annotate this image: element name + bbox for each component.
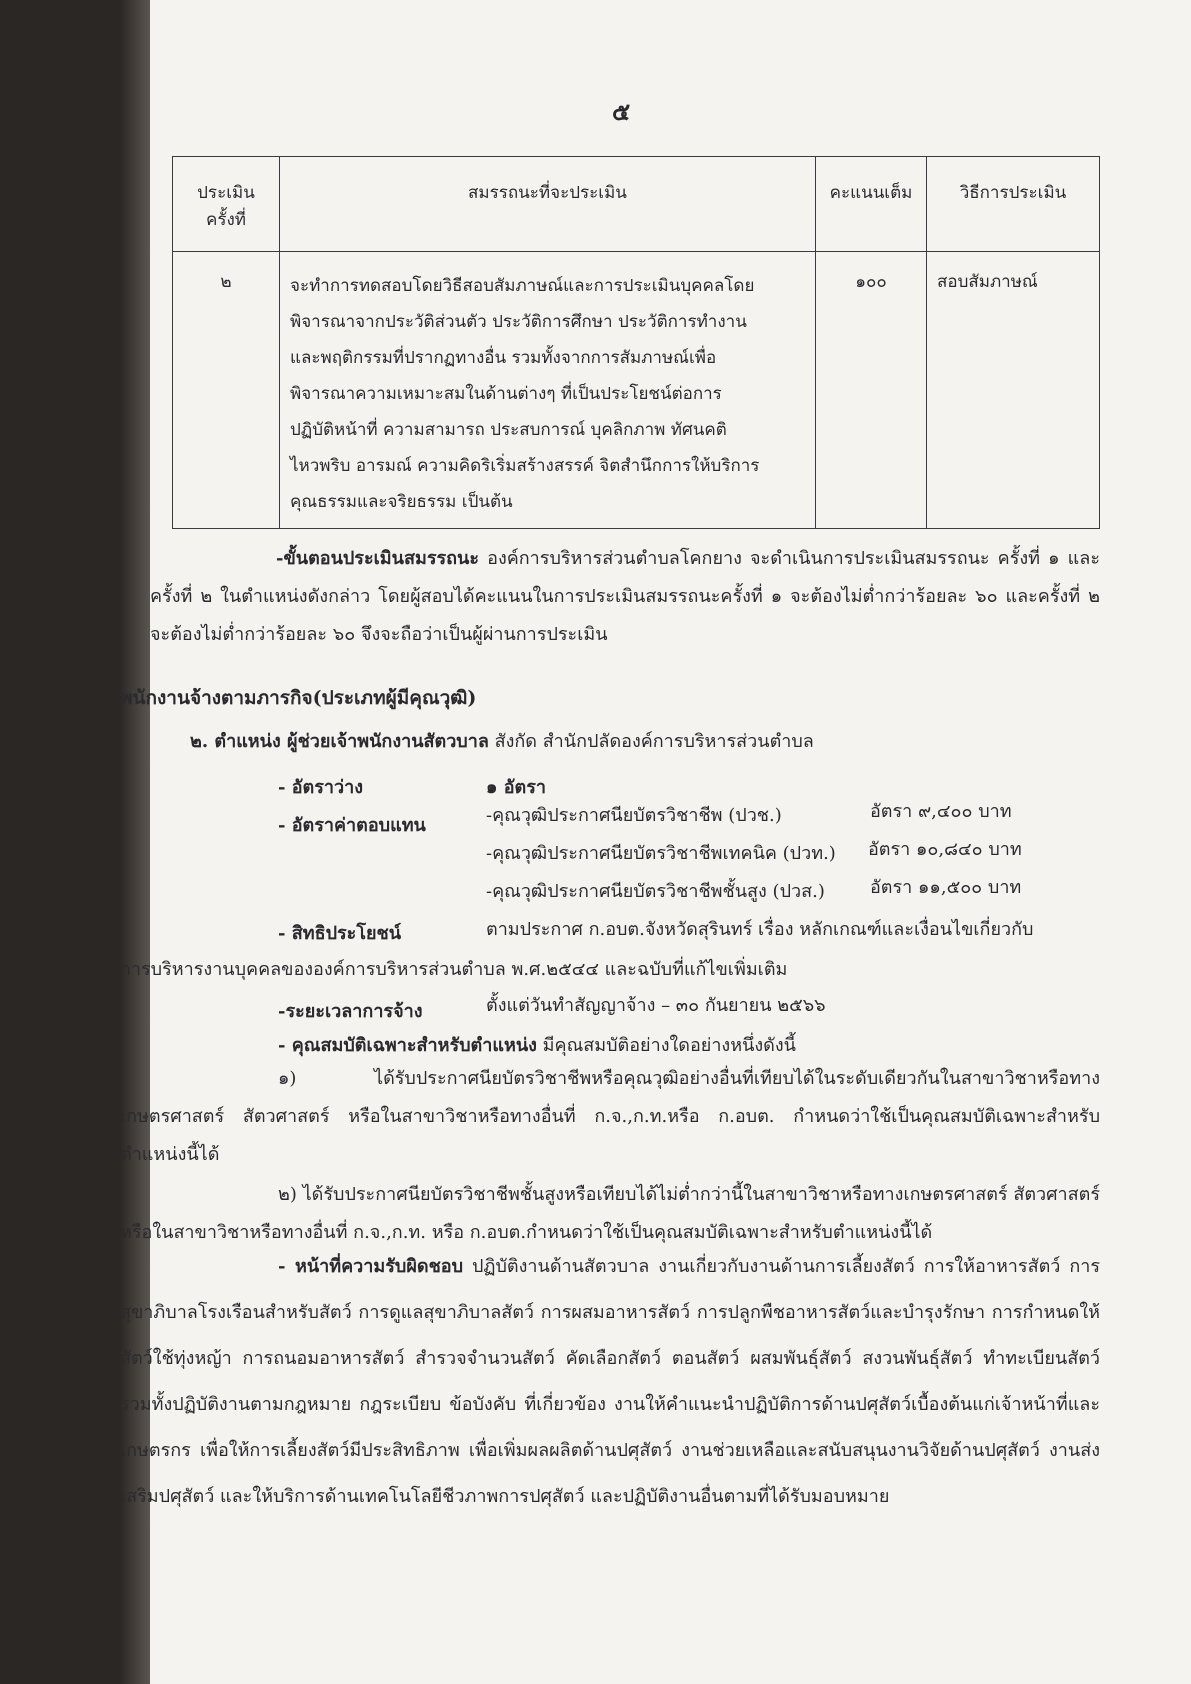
cell-competency	[280, 252, 816, 529]
benefit-label: - สิทธิประโยชน์	[278, 923, 402, 944]
competency-line: ปฏิบัติหน้าที่ ความสามารถ ประสบการณ์ บุคลิกภาพ ทัศนคติ	[290, 420, 727, 440]
cell-method: สอบสัมภาษณ์	[927, 252, 1100, 529]
term-value: ตั้งแต่วันทำสัญญาจ้าง – ๓๐ กันยายน ๒๕๖๖	[486, 995, 826, 1016]
header-score: คะแนนเต็ม	[816, 157, 927, 252]
competency-table	[172, 156, 1100, 529]
vacancy-value: ๑ อัตรา	[486, 777, 546, 798]
header-round: ประเมิน ครั้งที่	[173, 157, 280, 252]
header-competency: สมรรถนะที่จะประเมิน	[280, 157, 816, 252]
page-number: ๕	[612, 97, 631, 126]
pay-label: - อัตราค่าตอบแทน	[278, 815, 426, 836]
steps-text: องค์การบริหารส่วนตำบลโคกยาง จะดำเนินการประเมินสมรรถนะ ครั้งที่ ๑ และครั้งที่ ๒ ในตำแหน่งดังกล่าว โดยผู้สอบได้คะแนนในการประเมินสมรรถนะครั้งที่ ๑ จะต้องไม่ต่ำกว่าร้อยละ ๖๐ และครั้งที่ ๒ จะต้องไม่ต่ำกว่าร้อยละ ๖๐ จึงจะถือว่าเป็นผู้ผ่านการประเมิน	[150, 548, 1100, 645]
position-affiliation: สังกัด สำนักปลัดองค์การบริหารส่วนตำบล	[494, 731, 814, 752]
pay-qualification: -คุณวุฒิประกาศนียบัตรวิชาชีพ (ปวช.)	[486, 805, 782, 826]
qualification-1: ๑) ได้รับประกาศนียบัตรวิชาชีพหรือคุณวุฒิอย่างอื่นที่เทียบได้ในระดับเดียวกันในสาขาวิชาหรือทางเกษตรศาสตร์ สัตวศาสตร์ หรือในสาขาวิชาหรือทางอื่นที่ ก.จ.,ก.ท.หรือ ก.อบต. กำหนดว่าใช้เป็นคุณสมบัติเฉพาะสำหรับตำแหน่งนี้ได้	[120, 1068, 1100, 1165]
table-row	[173, 252, 1100, 529]
duty-paragraph	[120, 1244, 1100, 1520]
qualification-label: - คุณสมบัติเฉพาะสำหรับตำแหน่ง	[278, 1035, 537, 1056]
competency-line: คุณธรรมและจริยธรรม เป็นต้น	[290, 492, 513, 512]
pay-qualification: -คุณวุฒิประกาศนียบัตรวิชาชีพเทคนิค (ปวท.)	[486, 843, 836, 864]
competency-line: และพฤติกรรมที่ปรากฏทางอื่น รวมทั้งจากการสัมภาษณ์เพื่อ	[290, 348, 717, 368]
duty-text: ปฏิบัติงานด้านสัตวบาล งานเกี่ยวกับงานด้านการเลี้ยงสัตว์ การให้อาหารสัตว์ การสุขาภิบาลโรงเรือนสำหรับสัตว์ การดูแลสุขาภิบาลสัตว์ การผสมอาหารสัตว์ การปลูกพืชอาหารสัตว์และบำรุงรักษา การกำหนดให้สัตว์ใช้ทุ่งหญ้า การถนอมอาหารสัตว์ สำรวจจำนวนสัตว์ คัดเลือกสัตว์ ตอนสัตว์ ผสมพันธุ์สัตว์ สงวนพันธุ์สัตว์ ทำทะเบียนสัตว์ รวมทั้งปฏิบัติงานตามกฎหมาย กฎระเบียบ ข้อบังคับ ที่เกี่ยวข้อง งานให้คำแนะนำปฏิบัติการด้านปศุสัตว์เบื้องต้นแก่เจ้าหน้าที่และเกษตรกร เพื่อให้การเลี้ยงสัตว์มีประสิทธิภาพ เพื่อเพิ่มผลผลิตด้านปศุสัตว์ งานช่วยเหลือและสนับสนุนงานวิจัยด้านปศุสัตว์ งานส่งเสริมปศุสัตว์ และให้บริการด้านเทคโนโลยีชีวภาพการปศุสัตว์ และปฏิบัติงานอื่นตามที่ได้รับมอบหมาย	[120, 1256, 1100, 1507]
position-title: ๒. ตำแหน่ง ผู้ช่วยเจ้าพนักงานสัตวบาล	[190, 731, 489, 752]
header-method: วิธีการประเมิน	[927, 157, 1100, 252]
employee-category: พนักงานจ้างตามภารกิจ(ประเภทผู้มีคุณวุฒิ)	[120, 687, 477, 709]
cell-score: ๑๐๐	[816, 252, 927, 529]
benefit-text: ตามประกาศ ก.อบต.จังหวัดสุรินทร์ เรื่อง หลักเกณฑ์และเงื่อนไขเกี่ยวกับ	[486, 919, 1034, 940]
pay-rate: อัตรา ๑๐,๘๔๐ บาท	[868, 839, 1022, 860]
competency-line: พิจารณาจากประวัติส่วนตัว ประวัติการศึกษา ประวัติการทำงาน	[290, 312, 747, 332]
qualification-2: ๒) ได้รับประกาศนียบัตรวิชาชีพชั้นสูงหรือเทียบได้ไม่ต่ำกว่านี้ในสาขาวิชาหรือทางเกษตรศาสตร์ สัตวศาสตร์ หรือในสาขาวิชาหรือทางอื่นที่ ก.จ.,ก.ท. หรือ ก.อบต.กำหนดว่าใช้เป็นคุณสมบัติเฉพาะสำหรับตำแหน่งนี้ได้	[120, 1184, 1100, 1243]
term-label: -ระยะเวลาการจ้าง	[278, 1001, 423, 1022]
competency-line: พิจารณาความเหมาะสมในด้านต่างๆ ที่เป็นประโยชน์ต่อการ	[290, 384, 722, 404]
competency-line: จะทำการทดสอบโดยวิธีสอบสัมภาษณ์และการประเมินบุคคลโดย	[290, 276, 755, 296]
qualification-heading	[278, 1030, 796, 1059]
duty-label: - หน้าที่ความรับผิดชอบ	[278, 1256, 464, 1277]
steps-label: -ขั้นตอนประเมินสมรรถนะ	[276, 548, 480, 569]
cell-round: ๒	[173, 252, 280, 529]
assessment-steps	[150, 540, 1100, 654]
position-line	[190, 724, 814, 760]
pay-rate: อัตรา ๙,๔๐๐ บาท	[870, 801, 1012, 822]
pay-rate: อัตรา ๑๑,๕๐๐ บาท	[870, 877, 1022, 898]
benefit-continued: การบริหารงานบุคคลขององค์การบริหารส่วนตำบล พ.ศ.๒๕๔๔ และฉบับที่แก้ไขเพิ่มเติม	[120, 959, 788, 980]
pay-qualification: -คุณวุฒิประกาศนียบัตรวิชาชีพชั้นสูง (ปวส.)	[486, 881, 825, 902]
qualification-intro: มีคุณสมบัติอย่างใดอย่างหนึ่งดังนี้	[542, 1035, 796, 1056]
competency-line: ไหวพริบ อารมณ์ ความคิดริเริ่มสร้างสรรค์ จิตสำนึกการให้บริการ	[290, 456, 760, 476]
vacancy-label: - อัตราว่าง	[278, 777, 364, 798]
table-header-row	[173, 157, 1100, 252]
